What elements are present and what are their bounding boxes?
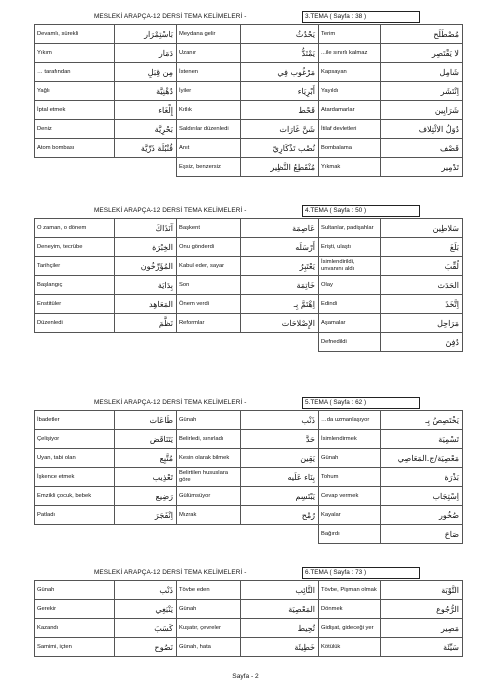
section-title: MESLEKİ ARAPÇA-12 DERSİ TEMA KELİMELERİ - xyxy=(94,569,247,576)
turkish-meaning: ...ile sınırlı kalmaz xyxy=(319,44,381,63)
turkish-meaning: Tohum xyxy=(319,468,381,487)
turkish-meaning: Belirledi, sınırladı xyxy=(177,430,241,449)
turkish-meaning: İyiler xyxy=(177,82,241,101)
arabic-word: رَضِيع xyxy=(115,487,177,506)
arabic-word: مُتَّبِع xyxy=(115,449,177,468)
table-row xyxy=(35,411,463,430)
arabic-word: يَمْتَدُّ xyxy=(241,44,319,63)
table-row xyxy=(35,120,463,139)
arabic-word: دُهْنِيَّة xyxy=(115,82,177,101)
turkish-meaning: İptal etmek xyxy=(35,101,115,120)
turkish-meaning: Başkent xyxy=(177,219,241,238)
arabic-word: نَظَّمَ xyxy=(115,314,177,333)
section-title: MESLEKİ ARAPÇA-12 DERSİ TEMA KELİMELERİ - xyxy=(94,13,247,20)
table-row xyxy=(35,600,463,619)
arabic-word: مَعْصِيَة/ج.المَعَاصِي xyxy=(381,449,463,468)
arabic-word: دَمَار xyxy=(115,44,177,63)
turkish-meaning: Günah xyxy=(319,449,381,468)
table-row xyxy=(35,44,463,63)
table-row xyxy=(35,333,463,352)
arabic-word: حَدَّ xyxy=(241,430,319,449)
section-title: MESLEKİ ARAPÇA-12 DERSİ TEMA KELİMELERİ - xyxy=(94,207,247,214)
arabic-word: دُفِنَ xyxy=(381,333,463,352)
turkish-meaning: Bağırdı xyxy=(319,525,381,544)
turkish-meaning: Dönmek xyxy=(319,600,381,619)
table-row xyxy=(35,487,463,506)
turkish-meaning: Anıt xyxy=(177,139,241,158)
arabic-word: آنَذَاكَ xyxy=(115,219,177,238)
arabic-word: لُقِّبَ xyxy=(381,257,463,276)
turkish-meaning: Mızrak xyxy=(177,506,241,525)
arabic-word: يَبْتَسِم xyxy=(241,487,319,506)
turkish-meaning: Onu gönderdi xyxy=(177,238,241,257)
turkish-meaning xyxy=(35,333,115,352)
section-header xyxy=(34,10,462,24)
arabic-word: عَاصِمَة xyxy=(241,219,319,238)
arabic-word: صُخُور xyxy=(381,506,463,525)
turkish-meaning: Kazandı xyxy=(35,619,115,638)
arabic-word: بِدَايَة xyxy=(115,276,177,295)
turkish-meaning: Erişti, ulaştı xyxy=(319,238,381,257)
arabic-word: التَّوْبَة xyxy=(381,581,463,600)
arabic-word: صَاحَ xyxy=(381,525,463,544)
turkish-meaning: Edindi xyxy=(319,295,381,314)
turkish-meaning: Tövbe eden xyxy=(177,581,241,600)
arabic-word: الإِصْلاحَات xyxy=(241,314,319,333)
section-header xyxy=(34,566,462,580)
turkish-meaning: Kesin olarak bilmek xyxy=(177,449,241,468)
tema-label: 5.TEMA ( Sayfa : 62 ) xyxy=(302,397,420,409)
table-row xyxy=(35,449,463,468)
arabic-word: شَنَّ غَارَات xyxy=(241,120,319,139)
turkish-meaning: Tarihçiler xyxy=(35,257,115,276)
arabic-word: يَعْتَبِرُ xyxy=(241,257,319,276)
turkish-meaning: Sultanlar, padişahlar xyxy=(319,219,381,238)
arabic-word: مَرْغُوب فِي xyxy=(241,63,319,82)
table-row xyxy=(35,257,463,276)
arabic-word: رُمْح xyxy=(241,506,319,525)
turkish-meaning: Atardamarlar xyxy=(319,101,381,120)
turkish-meaning: Gülümsüyor xyxy=(177,487,241,506)
arabic-word: مِن قِبَلِ xyxy=(115,63,177,82)
turkish-meaning: O zaman, o dönem xyxy=(35,219,115,238)
arabic-word: يَتَنَاقَض xyxy=(115,430,177,449)
arabic-word: الخِبْرَة xyxy=(115,238,177,257)
arabic-word: اِنْتَشَر xyxy=(381,82,463,101)
table-row xyxy=(35,619,463,638)
arabic-word: لا يَقْتَصِر xyxy=(381,44,463,63)
arabic-word: نَصُوح xyxy=(115,638,177,657)
page-footer: Sayfa - 2 xyxy=(232,673,259,680)
tema-label: 4.TEMA ( Sayfa : 50 ) xyxy=(302,205,420,217)
arabic-word: بَذْرَة xyxy=(381,468,463,487)
turkish-meaning: İşkence etmek xyxy=(35,468,115,487)
turkish-meaning: Tövbe, Pişman olmak xyxy=(319,581,381,600)
arabic-word xyxy=(241,333,319,352)
turkish-meaning: Kayalar xyxy=(319,506,381,525)
tema-label: 6.TEMA ( Sayfa : 73 ) xyxy=(302,567,420,579)
table-row xyxy=(35,276,463,295)
turkish-meaning: Cevap vermek xyxy=(319,487,381,506)
table-row xyxy=(35,430,463,449)
arabic-word xyxy=(115,158,177,177)
arabic-word: الرُّجُوع xyxy=(381,600,463,619)
turkish-meaning: Günah xyxy=(177,411,241,430)
turkish-meaning: Defnedildi xyxy=(319,333,381,352)
turkish-meaning: Günah xyxy=(35,581,115,600)
arabic-word: خَطِيئَة xyxy=(241,638,319,657)
arabic-word: مُصْطَلَح xyxy=(381,25,463,44)
arabic-word: بَحْرِيَّة xyxy=(115,120,177,139)
arabic-word: تَسْمِيَة xyxy=(381,430,463,449)
arabic-word: كَسَبَ xyxy=(115,619,177,638)
vocab-table xyxy=(34,580,463,657)
turkish-meaning: İsimlendirmek xyxy=(319,430,381,449)
table-row xyxy=(35,468,463,487)
turkish-meaning: Günah, hata xyxy=(177,638,241,657)
table-row xyxy=(35,219,463,238)
turkish-meaning: Enstitüler xyxy=(35,295,115,314)
arabic-word: شَرَايِين xyxy=(381,101,463,120)
turkish-meaning: Emzikli çocuk, bebek xyxy=(35,487,115,506)
turkish-meaning: Önem verdi xyxy=(177,295,241,314)
turkish-meaning: Aşamalar xyxy=(319,314,381,333)
turkish-meaning: Atom bombası xyxy=(35,139,115,158)
arabic-word: المُؤَرِّخُون xyxy=(115,257,177,276)
arabic-word: ذَنْب xyxy=(115,581,177,600)
turkish-meaning: Kötülük xyxy=(319,638,381,657)
arabic-word: يَخْتَصِصُ بِـ xyxy=(381,411,463,430)
arabic-word: يَقِين xyxy=(241,449,319,468)
arabic-word: بِنَاء عَلَيه xyxy=(241,468,319,487)
turkish-meaning: Günah xyxy=(177,600,241,619)
turkish-meaning: Deniz xyxy=(35,120,115,139)
arabic-word: دُوَلُ الائْتِلاف xyxy=(381,120,463,139)
tema-section xyxy=(34,10,462,177)
turkish-meaning: Gerekir xyxy=(35,600,115,619)
turkish-meaning: Son xyxy=(177,276,241,295)
table-row xyxy=(35,25,463,44)
turkish-meaning xyxy=(177,525,241,544)
vocab-table xyxy=(34,24,463,177)
arabic-word: بَاسْتِمْرَار xyxy=(115,25,177,44)
arabic-word: تَعْذِيب xyxy=(115,468,177,487)
turkish-meaning: Bombalama xyxy=(319,139,381,158)
turkish-meaning: … tarafından xyxy=(35,63,115,82)
arabic-word: قَصْف xyxy=(381,139,463,158)
arabic-word: شَامِل xyxy=(381,63,463,82)
vocab-table xyxy=(34,218,463,352)
section-title: MESLEKİ ARAPÇA-12 DERSİ TEMA KELİMELERİ - xyxy=(94,399,247,406)
arabic-word: ذَنْب xyxy=(241,411,319,430)
arabic-word: يَحْدُثُ xyxy=(241,25,319,44)
turkish-meaning: Patladı xyxy=(35,506,115,525)
arabic-word: تُحِيط xyxy=(241,619,319,638)
turkish-meaning: İsimlendirildi, unvanını aldı xyxy=(319,257,381,276)
table-row xyxy=(35,238,463,257)
arabic-word: اِهْتَمَّ بِـ xyxy=(241,295,319,314)
arabic-word xyxy=(115,525,177,544)
table-row xyxy=(35,101,463,120)
turkish-meaning: Olay xyxy=(319,276,381,295)
table-row xyxy=(35,506,463,525)
arabic-word: سَيِّئَة xyxy=(381,638,463,657)
turkish-meaning: İtilaf devletleri xyxy=(319,120,381,139)
table-row xyxy=(35,525,463,544)
table-row xyxy=(35,581,463,600)
table-row xyxy=(35,314,463,333)
turkish-meaning xyxy=(177,333,241,352)
turkish-meaning: Terim xyxy=(319,25,381,44)
turkish-meaning: Deneyim, tecrübe xyxy=(35,238,115,257)
tema-section xyxy=(34,204,462,352)
turkish-meaning: Düzenledi xyxy=(35,314,115,333)
arabic-word: تَدْمِير xyxy=(381,158,463,177)
turkish-meaning: Eşsiz, benzersiz xyxy=(177,158,241,177)
arabic-word: إِلْغَاء xyxy=(115,101,177,120)
tema-section xyxy=(34,566,462,657)
arabic-word: اِسْتِجَاب xyxy=(381,487,463,506)
arabic-word: يَنْبَغِي xyxy=(115,600,177,619)
turkish-meaning: Belirtilen hususlara göre xyxy=(177,468,241,487)
tema-section xyxy=(34,396,462,544)
arabic-word: التَّائِب xyxy=(241,581,319,600)
section-header xyxy=(34,396,462,410)
turkish-meaning: Meydana gelir xyxy=(177,25,241,44)
arabic-word: اِتَّخَذَ xyxy=(381,295,463,314)
arabic-word: سَلاطِين xyxy=(381,219,463,238)
turkish-meaning: Reformlar xyxy=(177,314,241,333)
arabic-word xyxy=(115,333,177,352)
arabic-word xyxy=(241,525,319,544)
turkish-meaning: Uzanır xyxy=(177,44,241,63)
table-row xyxy=(35,82,463,101)
section-header xyxy=(34,204,462,218)
turkish-meaning: Kıtlık xyxy=(177,101,241,120)
table-row xyxy=(35,158,463,177)
turkish-meaning: …da uzmanlaşıyor xyxy=(319,411,381,430)
table-row xyxy=(35,638,463,657)
turkish-meaning: Uyan, tabi olan xyxy=(35,449,115,468)
turkish-meaning: Samimi, içten xyxy=(35,638,115,657)
arabic-word: طَاعَات xyxy=(115,411,177,430)
arabic-word: أَرْسَلَه xyxy=(241,238,319,257)
arabic-word: اِنْفَجَرَ xyxy=(115,506,177,525)
table-row xyxy=(35,139,463,158)
turkish-meaning: Kabul eder, sayar xyxy=(177,257,241,276)
turkish-meaning: Yıkım xyxy=(35,44,115,63)
arabic-word: الحَدَث xyxy=(381,276,463,295)
table-row xyxy=(35,295,463,314)
table-row xyxy=(35,63,463,82)
turkish-meaning: Yayıldı xyxy=(319,82,381,101)
arabic-word: مَرَاحِل xyxy=(381,314,463,333)
turkish-meaning xyxy=(35,158,115,177)
turkish-meaning: Yıkmak xyxy=(319,158,381,177)
tema-label: 3.TEMA ( Sayfa : 38 ) xyxy=(302,11,420,23)
turkish-meaning: İstenen xyxy=(177,63,241,82)
turkish-meaning: Kapsayan xyxy=(319,63,381,82)
arabic-word: مَصِير xyxy=(381,619,463,638)
arabic-word: المَعَاهِد xyxy=(115,295,177,314)
turkish-meaning: Çelişiyor xyxy=(35,430,115,449)
arabic-word: نُصْب تَذْكَارِيّ xyxy=(241,139,319,158)
arabic-word: قُنْبُلَة ذَرِّيَّة xyxy=(115,139,177,158)
arabic-word: خَاتِمَة xyxy=(241,276,319,295)
arabic-word: مُنْقَطِعُ النَّظِير xyxy=(241,158,319,177)
turkish-meaning: Devamlı, sürekli xyxy=(35,25,115,44)
arabic-word: بَلَغَ xyxy=(381,238,463,257)
turkish-meaning: Kuşatır, çevreler xyxy=(177,619,241,638)
turkish-meaning: Gidişat, gideceği yer xyxy=(319,619,381,638)
arabic-word: قَحْط xyxy=(241,101,319,120)
turkish-meaning: İbadetler xyxy=(35,411,115,430)
turkish-meaning: Yağlı xyxy=(35,82,115,101)
arabic-word: المَعْصِيَة xyxy=(241,600,319,619)
turkish-meaning: Başlangıç xyxy=(35,276,115,295)
turkish-meaning: Saldırılar düzenledi xyxy=(177,120,241,139)
vocab-table xyxy=(34,410,463,544)
arabic-word: أَبْرِيَاء xyxy=(241,82,319,101)
turkish-meaning xyxy=(35,525,115,544)
